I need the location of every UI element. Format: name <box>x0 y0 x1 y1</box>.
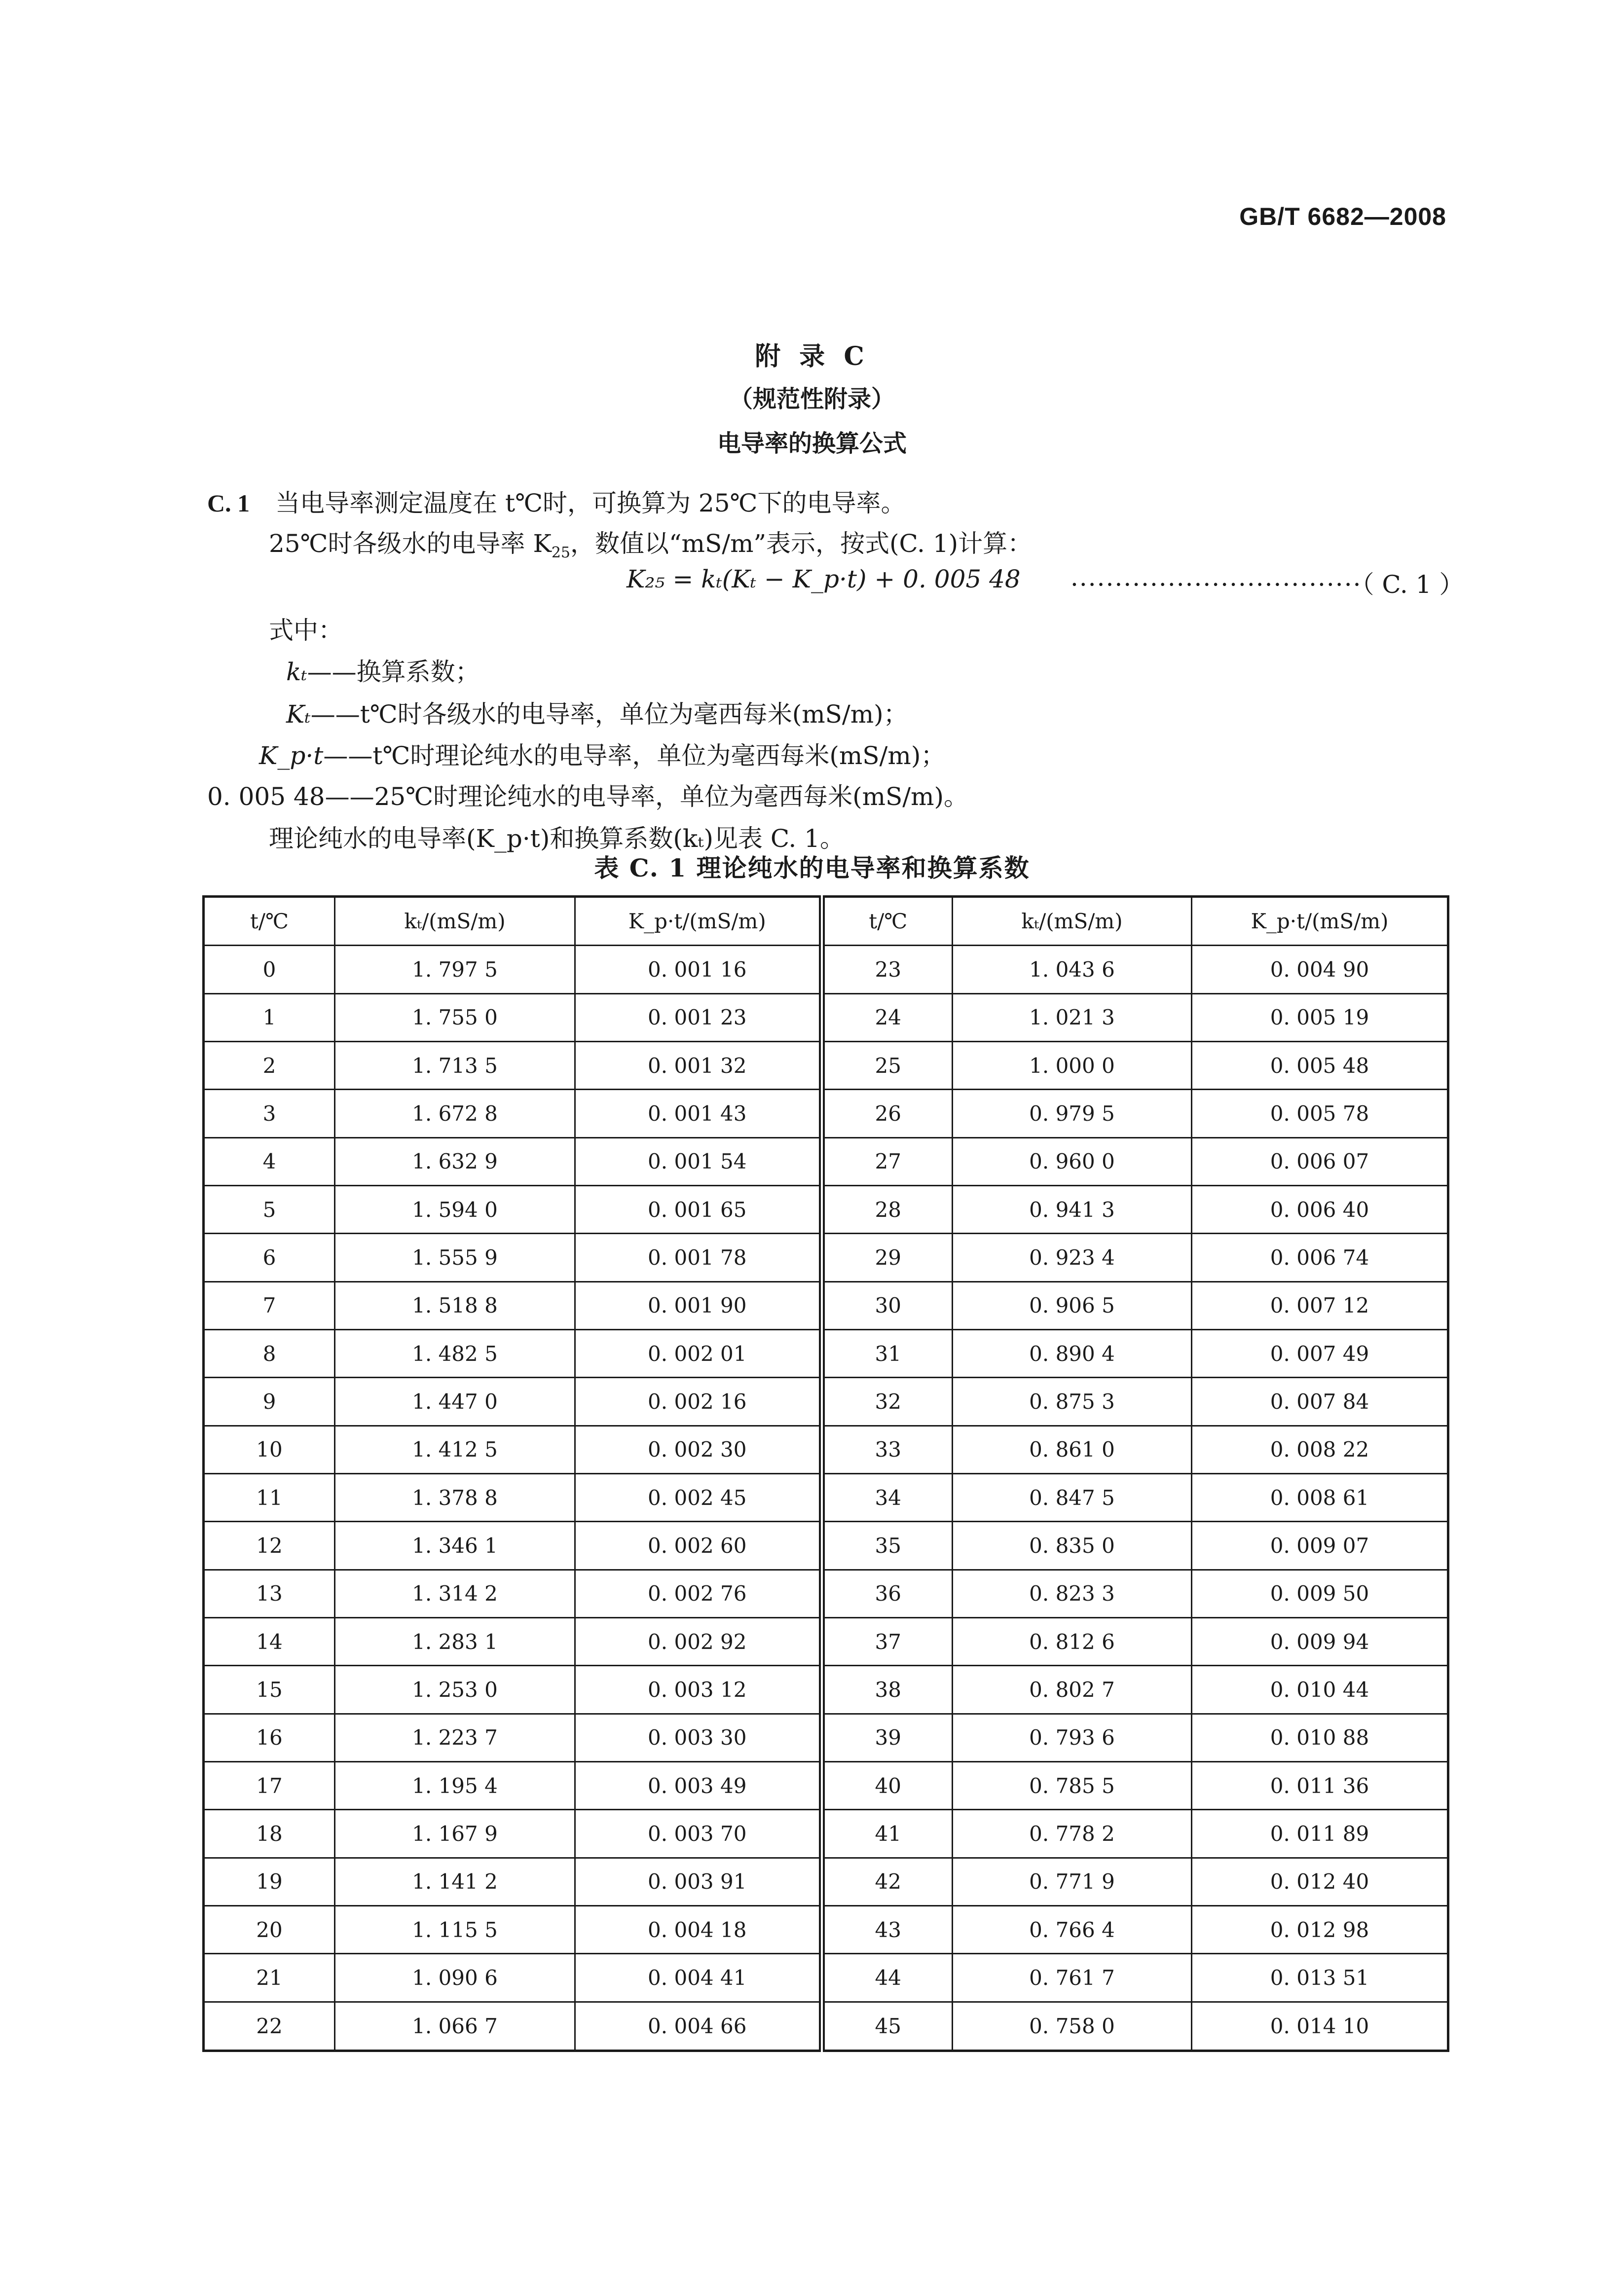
table-cell: 43 <box>822 1906 953 1954</box>
table-row <box>204 1473 1448 1521</box>
table-cell: 11 <box>204 1473 335 1521</box>
table-cell: 0. 847 5 <box>953 1473 1192 1521</box>
table-cell: 13 <box>204 1570 335 1617</box>
table-cell: 0. 002 92 <box>575 1618 822 1666</box>
table-cell: 0. 008 61 <box>1192 1473 1448 1521</box>
table-cell: 1. 755 0 <box>335 993 575 1041</box>
clause-text: 当电导率测定温度在 t℃时，可换算为 25℃下的电导率。 <box>275 489 906 517</box>
table-cell: 1. 518 8 <box>335 1282 575 1329</box>
table-cell: 0. 013 51 <box>1192 1954 1448 2002</box>
table-cell: 0. 010 44 <box>1192 1666 1448 1714</box>
table-cell: 0. 003 30 <box>575 1714 822 1761</box>
table-cell: 0. 001 16 <box>575 946 822 993</box>
table-cell: 20 <box>204 1906 335 1954</box>
table-cell: 42 <box>822 1858 953 1906</box>
table-cell: 35 <box>822 1522 953 1570</box>
table-cell: 15 <box>204 1666 335 1714</box>
table-row <box>204 1858 1448 1906</box>
table-cell: 0. 011 36 <box>1192 1762 1448 1810</box>
table-cell: 12 <box>204 1522 335 1570</box>
table-cell: 0. 771 9 <box>953 1858 1192 1906</box>
table-cell: 1. 195 4 <box>335 1762 575 1810</box>
header-cell: K_p·t/(mS/m) <box>1192 897 1448 946</box>
header-cell: kₜ/(mS/m) <box>953 897 1192 946</box>
table-cell: 14 <box>204 1618 335 1666</box>
table-cell: 0. 004 18 <box>575 1906 822 1954</box>
table-cell: 0. 004 90 <box>1192 946 1448 993</box>
table-cell: 41 <box>822 1810 953 1858</box>
def-symbol: Kₜ <box>286 700 311 729</box>
header-cell: kₜ/(mS/m) <box>335 897 575 946</box>
table-cell: 0. 001 23 <box>575 993 822 1041</box>
header-cell: t/℃ <box>204 897 335 946</box>
table-row <box>204 1234 1448 1282</box>
table-row <box>204 1810 1448 1858</box>
table-cell: 0. 793 6 <box>953 1714 1192 1761</box>
table-row <box>204 993 1448 1041</box>
table-cell: 0. 785 5 <box>953 1762 1192 1810</box>
table-row <box>204 1137 1448 1185</box>
table-cell: 33 <box>822 1426 953 1473</box>
standard-code: GB/T 6682—2008 <box>1239 203 1446 230</box>
table-cell: 8 <box>204 1329 335 1377</box>
table-cell: 1. 447 0 <box>335 1378 575 1426</box>
table-cell: 0. 001 54 <box>575 1137 822 1185</box>
line2-pre: 25℃时各级水的电导率 K <box>269 529 552 558</box>
table-cell: 24 <box>822 993 953 1041</box>
def-symbol: 0. 005 48 <box>207 782 325 811</box>
table-cell: 0. 003 12 <box>575 1666 822 1714</box>
line2-sub: 25 <box>551 544 570 561</box>
annex-name: 电导率的换算公式 <box>717 430 907 457</box>
clause-c1-line1 <box>207 483 905 519</box>
table-cell: 0. 003 91 <box>575 1858 822 1906</box>
def-symbol: K_p·t <box>259 741 324 770</box>
def-Kpt <box>259 736 945 771</box>
table-cell: 0. 004 66 <box>575 2002 822 2051</box>
table-cell: 0. 008 22 <box>1192 1426 1448 1473</box>
table-row <box>204 1378 1448 1426</box>
table-cell: 0. 003 70 <box>575 1810 822 1858</box>
table-cell: 19 <box>204 1858 335 1906</box>
table-cell: 1. 000 0 <box>953 1041 1192 1089</box>
table-cell: 1 <box>204 993 335 1041</box>
table-cell: 0. 001 65 <box>575 1185 822 1233</box>
conductivity-table <box>202 895 1447 2052</box>
table-cell: 0. 875 3 <box>953 1378 1192 1426</box>
table-row <box>204 1762 1448 1810</box>
table-cell: 2 <box>204 1041 335 1089</box>
table-cell: 44 <box>822 1954 953 2002</box>
annex-subtitle: （规范性附录） <box>729 385 895 413</box>
table-cell: 1. 346 1 <box>335 1522 575 1570</box>
table-cell: 1. 043 6 <box>953 946 1192 993</box>
table-cell: 1. 021 3 <box>953 993 1192 1041</box>
table-cell: 21 <box>204 1954 335 2002</box>
clause-c1-line2 <box>269 524 1032 561</box>
table-cell: 0. 923 4 <box>953 1234 1192 1282</box>
table-cell: 1. 223 7 <box>335 1714 575 1761</box>
table-cell: 0. 761 7 <box>953 1954 1192 2002</box>
table-cell: 0. 009 50 <box>1192 1570 1448 1617</box>
table-cell: 0. 007 12 <box>1192 1282 1448 1329</box>
table-title: 表 C. 1 理论纯水的电导率和换算系数 <box>594 853 1030 882</box>
table-cell: 0. 906 5 <box>953 1282 1192 1329</box>
table-cell: 1. 713 5 <box>335 1041 575 1089</box>
table-row <box>204 1618 1448 1666</box>
table-cell: 7 <box>204 1282 335 1329</box>
table-cell: 0. 002 60 <box>575 1522 822 1570</box>
table-cell: 29 <box>822 1234 953 1282</box>
def-kt <box>286 652 480 688</box>
table-cell: 26 <box>822 1090 953 1137</box>
table-cell: 0. 002 45 <box>575 1473 822 1521</box>
table-cell: 0. 001 43 <box>575 1090 822 1137</box>
table-cell: 0. 979 5 <box>953 1090 1192 1137</box>
table-cell: 1. 066 7 <box>335 2002 575 2051</box>
def-constant <box>207 777 968 812</box>
table-row <box>204 1954 1448 2002</box>
table-row <box>204 1282 1448 1329</box>
formula-leader-dots: ································· <box>1070 570 1362 599</box>
table-cell: 0. 011 89 <box>1192 1810 1448 1858</box>
table-cell: 0. 812 6 <box>953 1618 1192 1666</box>
table-cell: 34 <box>822 1473 953 1521</box>
table-cell: 0. 941 3 <box>953 1185 1192 1233</box>
table-cell: 0. 006 07 <box>1192 1137 1448 1185</box>
table-row <box>204 1570 1448 1617</box>
table-cell: 5 <box>204 1185 335 1233</box>
table-cell: 10 <box>204 1426 335 1473</box>
table-cell: 0. 006 40 <box>1192 1185 1448 1233</box>
table-cell: 0 <box>204 946 335 993</box>
table-cell: 18 <box>204 1810 335 1858</box>
table-cell: 1. 632 9 <box>335 1137 575 1185</box>
clause-number: C. 1 <box>207 489 250 517</box>
table-cell: 0. 960 0 <box>953 1137 1192 1185</box>
header-cell: K_p·t/(mS/m) <box>575 897 822 946</box>
table-cell: 39 <box>822 1714 953 1761</box>
table-cell: 22 <box>204 2002 335 2051</box>
table-cell: 0. 758 0 <box>953 2002 1192 2051</box>
table-cell: 1. 594 0 <box>335 1185 575 1233</box>
table-cell: 0. 802 7 <box>953 1666 1192 1714</box>
table-cell: 0. 012 40 <box>1192 1858 1448 1906</box>
table-cell: 0. 009 94 <box>1192 1618 1448 1666</box>
table-cell: 1. 141 2 <box>335 1858 575 1906</box>
table-cell: 1. 090 6 <box>335 1954 575 2002</box>
table-cell: 31 <box>822 1329 953 1377</box>
closing-sentence: 理论纯水的电导率(K_p·t)和换算系数(kₜ)见表 C. 1。 <box>269 824 845 853</box>
table-cell: 6 <box>204 1234 335 1282</box>
table-cell: 0. 835 0 <box>953 1522 1192 1570</box>
table-cell: 0. 007 49 <box>1192 1329 1448 1377</box>
table-cell: 45 <box>822 2002 953 2051</box>
table-cell: 1. 283 1 <box>335 1618 575 1666</box>
table-cell: 0. 001 32 <box>575 1041 822 1089</box>
table-cell: 1. 314 2 <box>335 1570 575 1617</box>
table-cell: 0. 003 49 <box>575 1762 822 1810</box>
table-cell: 0. 001 78 <box>575 1234 822 1282</box>
table-cell: 0. 005 48 <box>1192 1041 1448 1089</box>
table-cell: 1. 253 0 <box>335 1666 575 1714</box>
table-cell: 32 <box>822 1378 953 1426</box>
table-cell: 3 <box>204 1090 335 1137</box>
table-cell: 37 <box>822 1618 953 1666</box>
where-label: 式中： <box>269 616 343 645</box>
table-cell: 4 <box>204 1137 335 1185</box>
table-cell: 25 <box>822 1041 953 1089</box>
table-row <box>204 1329 1448 1377</box>
table-cell: 1. 672 8 <box>335 1090 575 1137</box>
table-cell: 23 <box>822 946 953 993</box>
table-cell: 16 <box>204 1714 335 1761</box>
formula-c1: K₂₅ = kₜ(Kₜ − K_p·t) + 0. 005 48 <box>627 565 1021 593</box>
table-cell: 0. 001 90 <box>575 1282 822 1329</box>
table-row <box>204 1906 1448 1954</box>
table-cell: 36 <box>822 1570 953 1617</box>
def-Kt <box>286 695 908 730</box>
table-cell: 1. 412 5 <box>335 1426 575 1473</box>
table-cell: 40 <box>822 1762 953 1810</box>
table-cell: 0. 890 4 <box>953 1329 1192 1377</box>
table-cell: 0. 009 07 <box>1192 1522 1448 1570</box>
table-cell: 1. 482 5 <box>335 1329 575 1377</box>
table-cell: 0. 010 88 <box>1192 1714 1448 1761</box>
table-cell: 27 <box>822 1137 953 1185</box>
table-cell: 1. 378 8 <box>335 1473 575 1521</box>
table-row <box>204 1090 1448 1137</box>
annex-title: 附 录 C <box>755 341 869 371</box>
formula-number <box>1070 565 1464 600</box>
table-cell: 30 <box>822 1282 953 1329</box>
table-row <box>204 1522 1448 1570</box>
table-cell: 1. 555 9 <box>335 1234 575 1282</box>
table-cell: 0. 823 3 <box>953 1570 1192 1617</box>
table-cell: 0. 002 30 <box>575 1426 822 1473</box>
table-cell: 0. 005 19 <box>1192 993 1448 1041</box>
table-row <box>204 1714 1448 1761</box>
table-cell: 9 <box>204 1378 335 1426</box>
table-row <box>204 1666 1448 1714</box>
formula-label: （ C. 1 ） <box>1362 570 1464 599</box>
table-header-row <box>204 897 1448 946</box>
table-row <box>204 1185 1448 1233</box>
table-cell: 17 <box>204 1762 335 1810</box>
table-cell: 0. 004 41 <box>575 1954 822 2002</box>
table-cell: 1. 797 5 <box>335 946 575 993</box>
def-text: ——t℃时各级水的电导率，单位为毫西每米(mS/m)； <box>310 700 908 729</box>
table-cell: 0. 861 0 <box>953 1426 1192 1473</box>
line2-post: ，数值以“mS/m”表示，按式(C. 1)计算： <box>570 529 1033 558</box>
table-cell: 0. 007 84 <box>1192 1378 1448 1426</box>
table-cell: 28 <box>822 1185 953 1233</box>
table-row <box>204 2002 1448 2051</box>
table-cell: 1. 115 5 <box>335 1906 575 1954</box>
def-symbol: kₜ <box>286 658 307 686</box>
table-row <box>204 946 1448 993</box>
def-text: ——25℃时理论纯水的电导率，单位为毫西每米(mS/m)。 <box>325 782 969 811</box>
table-cell: 0. 766 4 <box>953 1906 1192 1954</box>
def-text: ——换算系数； <box>307 658 480 686</box>
table-cell: 1. 167 9 <box>335 1810 575 1858</box>
table-cell: 0. 778 2 <box>953 1810 1192 1858</box>
table-row <box>204 1426 1448 1473</box>
table-cell: 0. 002 76 <box>575 1570 822 1617</box>
table-cell: 0. 006 74 <box>1192 1234 1448 1282</box>
table-cell: 0. 002 16 <box>575 1378 822 1426</box>
table-cell: 0. 005 78 <box>1192 1090 1448 1137</box>
def-text: ——t℃时理论纯水的电导率，单位为毫西每米(mS/m)； <box>323 741 946 770</box>
table-cell: 38 <box>822 1666 953 1714</box>
table-row <box>204 1041 1448 1089</box>
table-cell: 0. 012 98 <box>1192 1906 1448 1954</box>
table-cell: 0. 014 10 <box>1192 2002 1448 2051</box>
header-cell: t/℃ <box>822 897 953 946</box>
table-cell: 0. 002 01 <box>575 1329 822 1377</box>
